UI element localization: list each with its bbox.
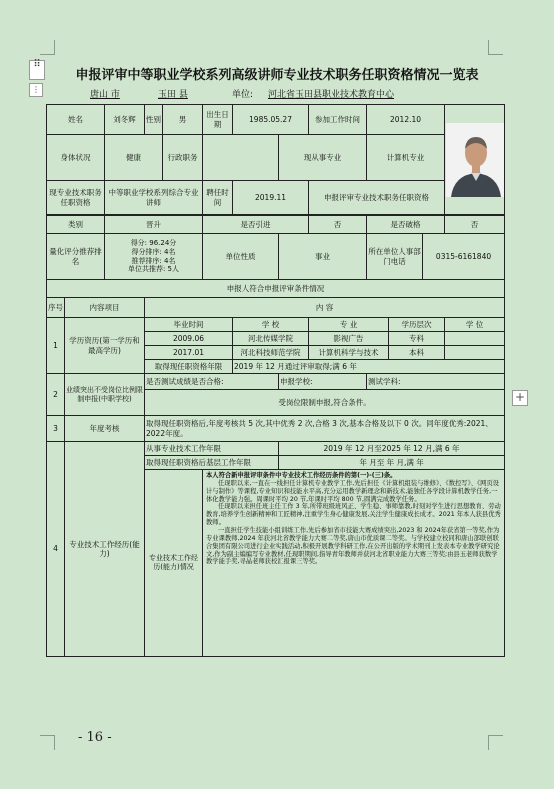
edu-1-school[interactable]: 河北传媒学院 — [233, 332, 309, 346]
label-is-exception: 是否引进 — [203, 216, 309, 234]
label-health: 身体状况 — [47, 135, 105, 181]
seq-1: 1 — [47, 318, 65, 374]
page-number-dash: - — [78, 730, 87, 745]
person-score-rank[interactable] — [105, 234, 203, 280]
edu-2-level[interactable]: 本科 — [389, 346, 445, 360]
label-gender: 性别 — [145, 105, 163, 135]
rank-total: 单位共推荐: 5人 — [127, 265, 180, 274]
person-admin-post[interactable] — [203, 135, 279, 181]
label-exp-sub: 专业技术工作经历(能力)情况 — [145, 470, 203, 657]
page-number — [78, 730, 112, 745]
crop-mark — [488, 40, 503, 55]
unit-name: 河北省玉田县职业技术教育中心 — [268, 90, 395, 100]
person-birth[interactable]: 1985.05.27 — [233, 105, 309, 135]
edu-cur-years[interactable]: 2019 年 12 月通过评审取得;满 6 年 — [233, 360, 505, 374]
label-hire-time: 聘任时间 — [203, 181, 233, 215]
label-content: 内 容 — [145, 298, 505, 318]
label-exp: 专业技术工作经历(能力) — [65, 442, 145, 657]
label-dept-phone: 所在单位人事部门电话 — [367, 234, 423, 280]
person-is-break[interactable]: 否 — [445, 216, 505, 234]
label-apply-qual: 申报评审专业技术职务任职资格 — [309, 181, 445, 215]
qualification-table — [46, 104, 505, 657]
label-school: 学 校 — [233, 318, 309, 332]
label-perf-score: 测试学科: — [367, 374, 505, 390]
person-is-exception[interactable]: 否 — [309, 216, 367, 234]
crop-mark — [40, 735, 55, 750]
person-phone[interactable]: 0315-6161840 — [423, 234, 505, 280]
label-category: 类别 — [47, 216, 105, 234]
label-perf: 业绩突出不受岗位比例限制申报(中职学校) — [65, 374, 145, 416]
label-degree: 学 位 — [445, 318, 505, 332]
crop-mark — [40, 40, 55, 55]
rank-score: 得分排序: 4名 — [131, 247, 176, 256]
photo-cell — [445, 105, 505, 215]
label-edu-type: 学历层次 — [389, 318, 445, 332]
person-photo — [446, 123, 505, 197]
edu-2-degree[interactable] — [445, 346, 505, 360]
label-perf-test: 是否测试成绩是否合格: — [145, 374, 279, 390]
table-move-handle-icon[interactable]: ⠿ — [29, 60, 45, 80]
seq-3: 3 — [47, 416, 65, 442]
label-seq: 序号 — [47, 298, 65, 318]
rank-recommend: 推荐排序: 4名 — [131, 256, 176, 265]
label-birth: 出生日期 — [203, 105, 233, 135]
person-cur-qual[interactable]: 中等职业学校系列综合专业讲师 — [105, 181, 203, 215]
edu-2-major[interactable]: 计算机科学与技术 — [309, 346, 389, 360]
person-category[interactable]: 晋升 — [105, 216, 203, 234]
page-title: 申报评审中等职业学校系列高级讲师专业技术职务任职资格情况一览表 — [75, 68, 479, 83]
label-admin-post: 行政职务 — [163, 135, 203, 181]
perf-note[interactable]: 受岗位限制申报,符合条件。 — [145, 390, 505, 416]
crop-mark — [488, 735, 503, 750]
label-edu-time: 毕业时间 — [145, 318, 233, 332]
city: 唐山 市 — [90, 90, 120, 100]
exp-paragraph: 一直担任学生技能小组训练工作,先后参加省市技能大赛成绩突出,2023 和 2024年获省第一等奖,作为专业课教师,2024 年获河北省教学能力大赛二等奖,唐山市优质课二等奖。与学校建立校同和唐山部联创联合集团有限公司进行企业实践活动,积极开展教学科研工作,在公开出版的学术期刊上发表本专业教学研究论文,作为副主编编写专业教材,任现职期间,指导青年教师并获河北省职业能力大赛三等奖;由县玉老师获数学教学能手奖,寻晶老师获校汇报课三等奖。 — [206, 527, 500, 566]
exp-paragraph: 任现职以来担任班主任工作 3 年,所带班级班风正、学生稳、事师靠教,时刻对学生进行思想教育、劳动教育,培养学生创新精神和工匠精神,注重学生身心健康发展,关注学生健康成长成才。2021 年本人获县优秀教师。 — [206, 503, 501, 527]
edu-2-time[interactable]: 2017.01 — [145, 346, 233, 360]
seq-2: 2 — [47, 374, 65, 416]
edu-1-level[interactable]: 专科 — [389, 332, 445, 346]
label-is-break: 是否破格 — [367, 216, 445, 234]
exp-paragraph: 任现职以来,一直在一线担任计算机专业教学工作,先后担任《计算机组装与维修》、《数控写》、《网页设计与制作》等课程,专业知识和技能水平高,充分运用教学新理念和新技术,能独任各学段计算机教学任务,一体化教学能力强。周课时平均 20 节,年课时平均 800 节,圆满完成教学任务。 — [206, 479, 500, 503]
table-select-handle-icon[interactable]: ⋮ — [29, 83, 43, 97]
edu-1-degree[interactable] — [445, 332, 505, 346]
person-work-start[interactable]: 2012.10 — [367, 105, 445, 135]
label-annual: 年度考核 — [65, 416, 145, 442]
score: 得分: 96.24分 — [130, 239, 177, 247]
label-work-start: 参加工作时间 — [309, 105, 367, 135]
person-health[interactable]: 健康 — [105, 135, 163, 181]
conditions-header: 申报人符合申报评审条件情况 — [47, 280, 505, 298]
label-exp-row1: 从事专业技术工作年限 — [145, 442, 279, 456]
exp-row2[interactable]: 年 月至 年 月,满 年 — [279, 456, 505, 470]
annual-text[interactable]: 取得现任职资格后,年度考核共 5 次,其中优秀 2 次,合格 3 次,基本合格及以下 0 次。同年度优秀:2021、2022年度。 — [145, 416, 505, 442]
label-cur-major: 现从事专业 — [279, 135, 367, 181]
label-perf-school: 申报学校: — [279, 374, 367, 390]
exp-text[interactable] — [203, 470, 505, 657]
seq-4: 4 — [47, 442, 65, 657]
label-score-rank: 量化评分推荐排名 — [47, 234, 105, 280]
label-edu: 学历资历(第一学历和最高学历) — [65, 318, 145, 374]
person-hire-time[interactable]: 2019.11 — [233, 181, 309, 215]
edu-1-time[interactable]: 2009.06 — [145, 332, 233, 346]
person-gender[interactable]: 男 — [163, 105, 203, 135]
exp-paragraph-lead: 本人符合新申报评审条件中专业技术工作经历条件的第(一)-(三)条。 — [206, 472, 397, 479]
person-name[interactable]: 刘冬辉 — [105, 105, 145, 135]
add-column-icon[interactable]: + — [512, 390, 528, 406]
county: 玉田 县 — [158, 90, 188, 100]
exp-row1[interactable]: 2019 年 12 月至2025 年 12 月,满 6 年 — [279, 442, 505, 456]
label-cur-qual: 现专业技术职务任职资格 — [47, 181, 105, 215]
label-unit-nature: 单位性质 — [203, 234, 279, 280]
page-number-value: 16 — [86, 730, 104, 745]
unit-label: 单位: — [232, 90, 254, 100]
person-cur-major[interactable]: 计算机专业 — [367, 135, 445, 181]
page-number-dash: - — [103, 730, 112, 745]
edu-2-school[interactable]: 河北科技师范学院 — [233, 346, 309, 360]
label-major: 专 业 — [309, 318, 389, 332]
label-edu-cur-years: 取得现任职资格年限 — [145, 360, 233, 374]
label-item: 内容项目 — [65, 298, 145, 318]
edu-1-major[interactable]: 影视广告 — [309, 332, 389, 346]
label-exp-row2: 取得现任职资格后基层工作年限 — [145, 456, 279, 470]
label-name: 姓名 — [47, 105, 105, 135]
person-unit-nature[interactable]: 事业 — [279, 234, 367, 280]
